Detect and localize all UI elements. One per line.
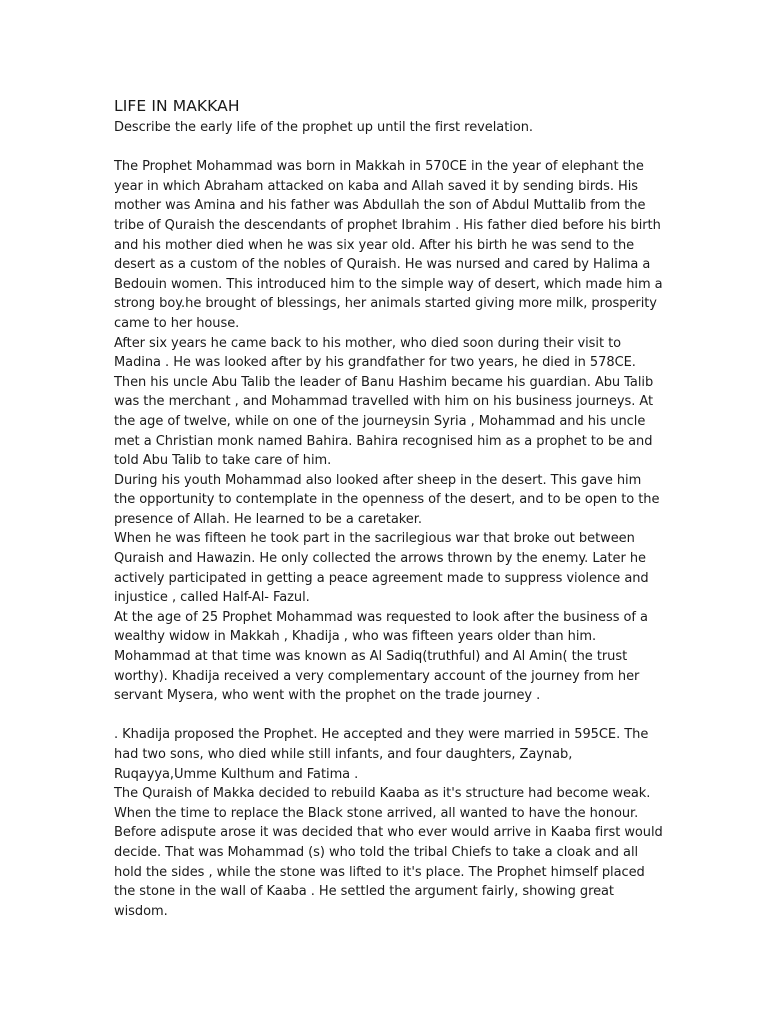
text-line: During his youth Mohammad also looked after sheep in the desert. This gave him xyxy=(114,472,642,488)
text-line: Madina . He was looked after by his grandfather for two years, he died in 578CE. xyxy=(114,355,636,371)
text-line: . Khadija proposed the Prophet. He accepted and they were married in 595CE. The xyxy=(114,727,649,743)
text-line: The Quraish of Makka decided to rebuild Kaaba as it's structure had become weak. xyxy=(114,786,651,802)
document-body xyxy=(114,138,663,922)
text-line: came to her house. xyxy=(114,315,240,331)
document-title: LIFE IN MAKKAH xyxy=(114,97,240,115)
text-line: Mohammad at that time was known as Al Sadiq(truthful) and Al Amin( the trust xyxy=(114,649,628,665)
text-line: worthy). Khadija received a very complementary account of the journey from her xyxy=(114,668,640,684)
text-line: mother was Amina and his father was Abdullah the son of Abdul Muttalib from the xyxy=(114,198,646,214)
text-line: The Prophet Mohammad was born in Makkah in 570CE in the year of elephant the xyxy=(114,159,644,175)
text-line: presence of Allah. He learned to be a caretaker. xyxy=(114,511,422,527)
text-line: Bedouin women. This introduced him to the simple way of desert, which made him a xyxy=(114,276,663,292)
text-line: When he was fifteen he took part in the sacrilegious war that broke out between xyxy=(114,531,635,547)
text-line: Ruqayya,Umme Kulthum and Fatima . xyxy=(114,766,359,782)
text-line: tribe of Quraish the descendants of prophet Ibrahim . His father died before his birth xyxy=(114,217,661,233)
text-line: the opportunity to contemplate in the openness of the desert, and to be open to the xyxy=(114,492,660,508)
text-line: wisdom. xyxy=(114,903,168,919)
text-line: desert as a custom of the nobles of Quraish. He was nursed and cared by Halima a xyxy=(114,257,651,273)
text-line: servant Mysera, who went with the prophet on the trade journey . xyxy=(114,688,541,704)
text-line: had two sons, who died while still infants, and four daughters, Zaynab, xyxy=(114,747,573,762)
text-line: told Abu Talib to take care of him. xyxy=(114,453,332,469)
text-line: When the time to replace the Black stone arrived, all wanted to have the honour. xyxy=(114,805,639,821)
text-line: At the age of 25 Prophet Mohammad was requested to look after the business of a xyxy=(114,609,648,625)
text-line: injustice , called Half-Al- Fazul. xyxy=(114,590,310,606)
text-line: met a Christian monk named Bahira. Bahira recognised him as a prophet to be and xyxy=(114,433,653,449)
document-page xyxy=(114,96,663,921)
text-line: actively participated in getting a peace agreement made to suppress violence and xyxy=(114,570,649,586)
text-line: decide. That was Mohammad (s) who told the tribal Chiefs to take a cloak and all xyxy=(114,844,639,860)
text-line: the stone in the wall of Kaaba . He settled the argument fairly, showing great xyxy=(114,884,614,900)
text-line: wealthy widow in Makkah , Khadija , who was fifteen years older than him. xyxy=(114,629,597,645)
text-line: Before adispute arose it was decided that who ever would arrive in Kaaba first would xyxy=(114,825,663,841)
text-line: hold the sides , while the stone was lifted to it's place. The Prophet himself placed xyxy=(114,864,645,880)
text-line: Quraish and Hawazin. He only collected the arrows thrown by the enemy. Later he xyxy=(114,551,646,567)
text-line: year in which Abraham attacked on kaba and Allah saved it by sending birds. His xyxy=(114,178,638,194)
blank-line xyxy=(114,138,659,158)
text-line: the age of twelve, while on one of the journeysin Syria , Mohammad and his uncle xyxy=(114,413,646,429)
blank-line xyxy=(114,706,659,726)
text-line: and his mother died when he was six year old. After his birth he was send to the xyxy=(114,237,635,253)
text-line: After six years he came back to his mother, who died soon during their visit to xyxy=(114,335,622,351)
text-line: Then his uncle Abu Talib the leader of Banu Hashim became his guardian. Abu Talib xyxy=(114,374,654,390)
text-line: was the merchant , and Mohammad travelled with him on his business journeys. At xyxy=(114,394,654,410)
text-line: strong boy.he brought of blessings, her animals started giving more milk, prosperity xyxy=(114,296,657,312)
question-text: Describe the early life of the prophet up until the first revelation. xyxy=(114,120,533,135)
